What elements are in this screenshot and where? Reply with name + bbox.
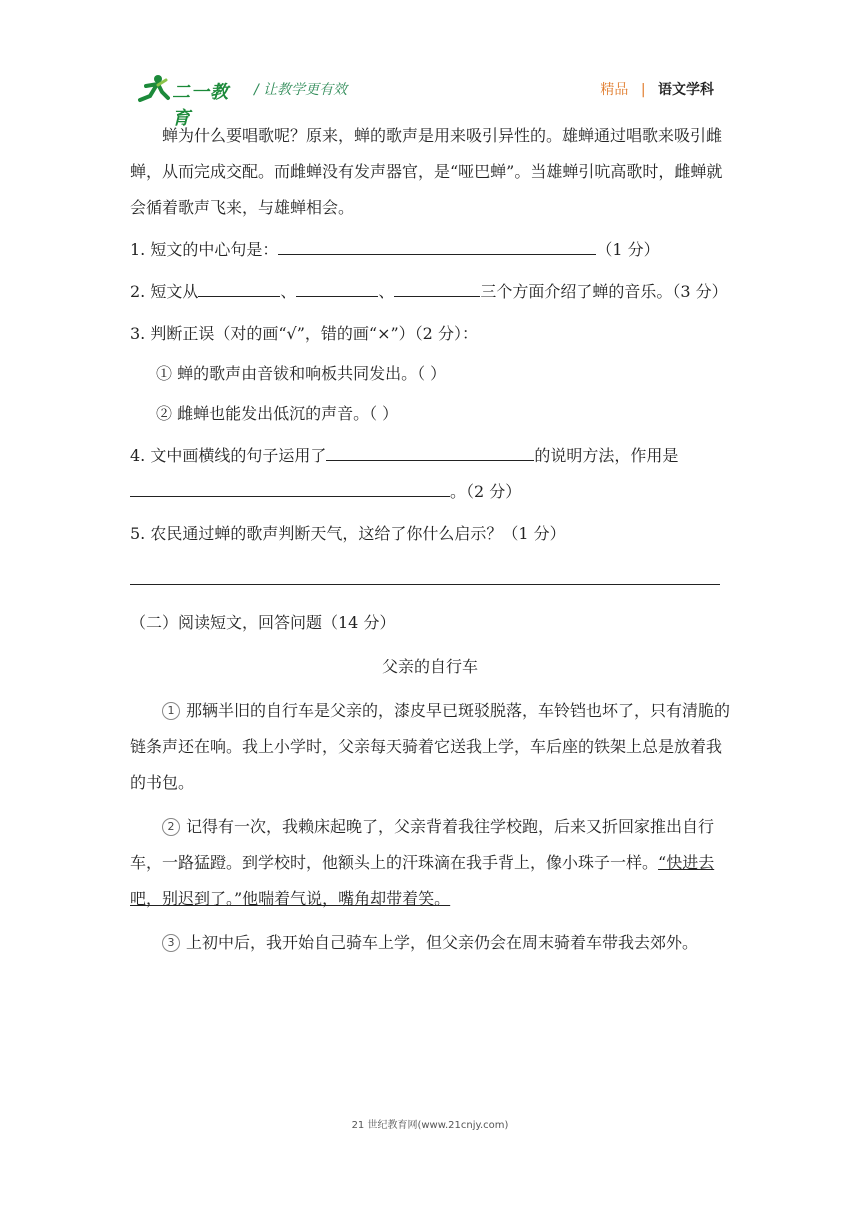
page-footer: 21 世纪教育网(www.21cnjy.com) bbox=[351, 1120, 509, 1131]
section-2-paragraph-2 bbox=[130, 809, 730, 917]
logo bbox=[136, 74, 244, 129]
paragraph-3-text: 上初中后，我开始自己骑车上学，但父亲仍会在周末骑着车带我去郊外。 bbox=[186, 933, 699, 952]
q2-blank-3[interactable] bbox=[394, 278, 480, 297]
q2-sep-1: 、 bbox=[280, 282, 297, 301]
paragraph-2-text: 记得有一次，我赖床起晚了，父亲背着我往学校跑，后来又折回家推出自行车，一路猛蹬。到学校时，他额头上的汗珠滴在我手背上，像小珠子一样。 bbox=[130, 817, 715, 872]
section-2-paragraph-3 bbox=[130, 925, 730, 961]
section-2-heading: （二）阅读短文，回答问题（14 分） bbox=[130, 613, 396, 632]
question-3: 3. 判断正误（对的画“√”，错的画“×”）（2 分）： bbox=[130, 324, 478, 343]
q2-blank-2[interactable] bbox=[296, 278, 378, 297]
q4-prefix: 4. 文中画横线的句子运用了 bbox=[130, 446, 327, 465]
page-header bbox=[136, 72, 714, 129]
q2-blank-1[interactable] bbox=[198, 278, 280, 297]
passage-title: 父亲的自行车 bbox=[381, 657, 478, 676]
q4-mid: 的说明方法，作用是 bbox=[534, 446, 679, 465]
q2-prefix: 2. 短文从 bbox=[130, 282, 199, 301]
q2-suffix: 三个方面介绍了蝉的音乐。（3 分） bbox=[480, 282, 728, 301]
premium-tag: 精品 bbox=[600, 82, 629, 98]
question-3-item-1: ① 蝉的歌声由音钹和响板共同发出。（ ） bbox=[156, 364, 447, 383]
q1-answer-blank[interactable] bbox=[278, 236, 596, 255]
paragraph-marker: 2 bbox=[162, 818, 180, 836]
header-tags bbox=[600, 79, 714, 99]
document-body bbox=[130, 118, 730, 961]
q1-prefix: 1. 短文的中心句是： bbox=[130, 240, 279, 259]
underlined-sentence: “快进去吧，别迟到了。”他喘着气说，嘴角却带着笑。 bbox=[130, 853, 715, 908]
subject-tag: 语文学科 bbox=[658, 82, 714, 98]
q5-answer-line[interactable] bbox=[130, 566, 720, 585]
tag-separator: | bbox=[640, 82, 646, 98]
logo-text: 二一教育 bbox=[172, 82, 229, 129]
paragraph-1-text: 那辆半旧的自行车是父亲的，漆皮早已斑驳脱落，车铃铛也坏了，只有清脆的链条声还在响。我上小学时，父亲每天骑着它送我上学，车后座的铁架上总是放着我的书包。 bbox=[130, 701, 731, 792]
q4-suffix: 。（2 分） bbox=[450, 482, 522, 501]
passage-paragraph: 蝉为什么要唱歌呢？原来，蝉的歌声是用来吸引异性的。雄蝉通过唱歌来吸引雌蝉，从而完成交配。而雌蝉没有发声器官，是“哑巴蝉”。当雄蝉引吭高歌时，雌蝉就会循着歌声飞来，与雄蝉相会。 bbox=[130, 126, 723, 217]
q4-blank-2[interactable] bbox=[130, 478, 450, 497]
paragraph-marker: 3 bbox=[162, 934, 180, 952]
q1-suffix: （1 分） bbox=[596, 240, 660, 259]
paragraph-marker: 1 bbox=[162, 702, 180, 720]
question-3-item-2: ② 雌蝉也能发出低沉的声音。（ ） bbox=[156, 404, 399, 423]
slogan: / 让教学更有效 bbox=[254, 82, 348, 98]
q4-blank-1[interactable] bbox=[326, 442, 534, 461]
question-1 bbox=[130, 232, 730, 268]
question-5: 5. 农民通过蝉的歌声判断天气，这给了你什么启示？（1 分） bbox=[130, 524, 566, 543]
question-2 bbox=[130, 274, 730, 310]
question-4 bbox=[130, 438, 730, 510]
q2-sep-2: 、 bbox=[378, 282, 395, 301]
runner-logo-icon bbox=[136, 74, 172, 104]
section-2-paragraph-1 bbox=[130, 693, 730, 801]
